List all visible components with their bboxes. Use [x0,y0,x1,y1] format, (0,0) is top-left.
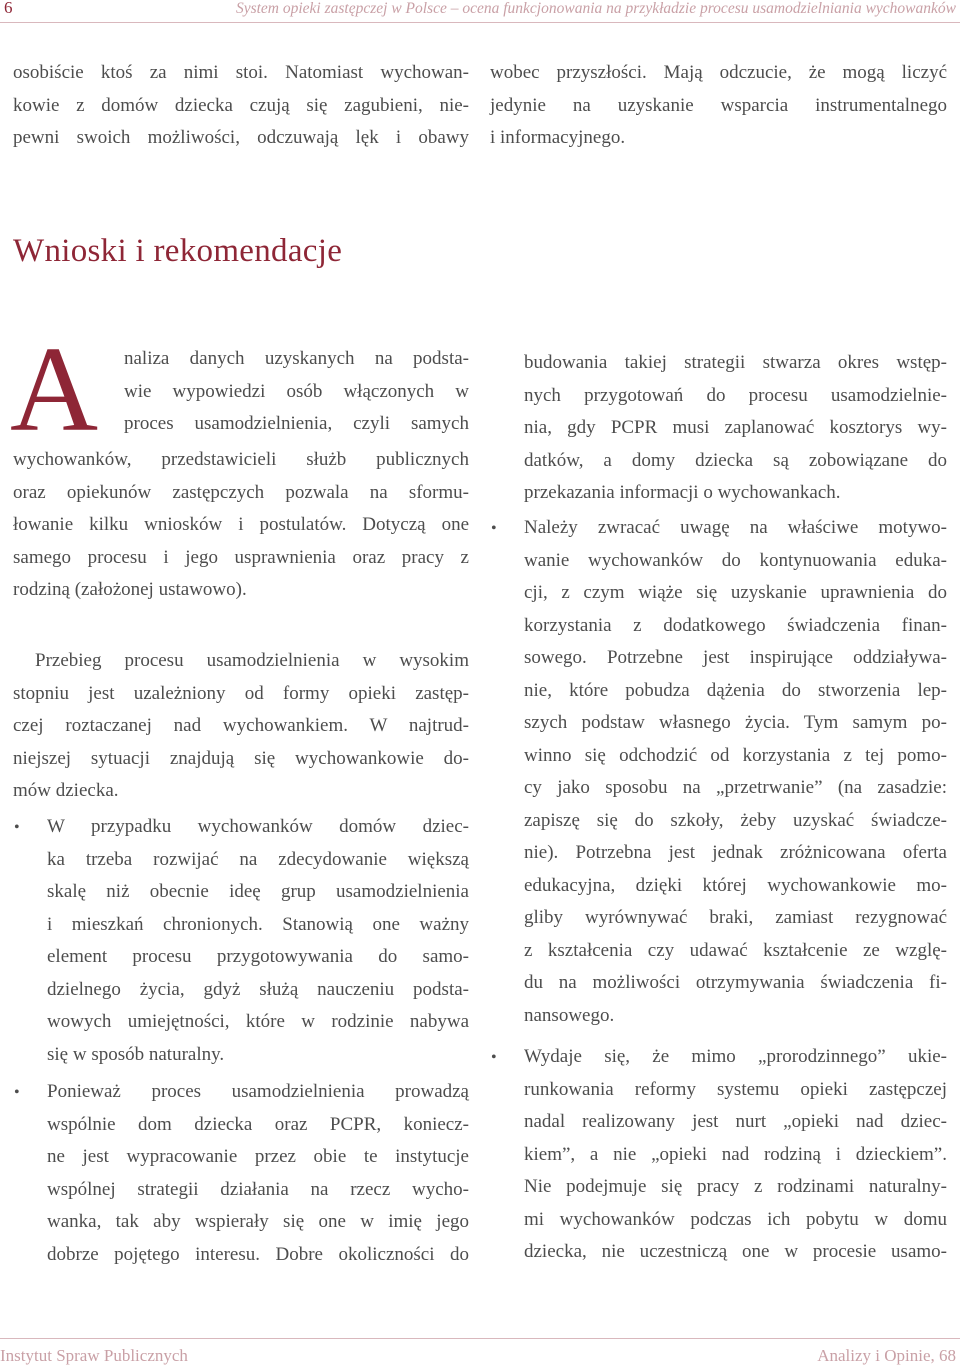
text-line: winno się odchodzić od korzystania z tej pomo- [524,744,947,766]
bullet-3 [524,512,947,1032]
text-line: nia, gdy PCPR musi zaplanować kosztorys wy- [524,417,947,438]
text-line: się w sposób naturalny. [47,1043,225,1065]
text-line: szych podstaw własnego życia. Tym samym po- [524,712,947,733]
text-line: Należy zwracać uwagę na właściwe motywo- [524,517,947,538]
intro-paragraph [13,444,469,607]
text-line: Wydaje się, że mimo „prorodzinnego” ukie- [524,1046,947,1067]
text-line: ka trzeba rozwijać na zdecydowanie większą [47,848,469,870]
text-line: Przebieg procesu usamodzielnienia w wysokim [35,650,469,671]
text-line: kiem”, a nie „opieki nad rodziną i dzieckiem”. [524,1143,947,1165]
text-line: skalę niż obecnie ideę grup usamodzielnienia [47,881,469,902]
bullet-4 [524,1041,947,1269]
text-line: wspólnie dom dziecka oraz PCPR, koniecz- [47,1113,469,1135]
bullet-icon: • [14,819,20,836]
text-line: element procesu przygotowywania do samo- [47,946,469,967]
text-line: edukacyjna, dzięki której wychowankowie mo- [524,874,947,896]
text-line: nie). Potrzebna jest jednak zróżnicowana oferta [524,842,947,863]
footer-publisher: Instytut Spraw Publicznych [0,1346,188,1365]
header-rule [0,22,960,23]
text-line: ne jest wypracowanie przez obie te instytucje [47,1146,469,1167]
top-right-paragraph [490,57,947,155]
text-line: sowego. Potrzebne jest inspirujące oddziaływa- [524,647,947,668]
text-line: niejszej sytuacji znajdują się wychowankowie do- [13,747,469,769]
text-line: Nie podejmuje się pracy z rodzinami naturalny- [524,1176,947,1197]
footer-series: Analizy i Opinie, 68 [817,1346,956,1365]
bullet-icon: • [491,520,497,537]
top-left-paragraph [13,57,469,155]
text-line: Ponieważ proces usamodzielnienia prowadzą [47,1081,469,1102]
text-line: dzielnego życia, gdyż służą nauczeniu podsta- [47,978,469,1000]
text-line: wanka, tak aby wspierały się one w imię jego [47,1211,469,1232]
footer-rule [0,1338,960,1339]
text-line: i informacyjnego. [490,127,626,148]
text-line: proces usamodzielnienia, czyli samych [124,413,469,434]
bullet-2 [47,1076,469,1271]
paragraph-2 [13,645,469,808]
text-line: naliza danych uzyskanych na podsta- [124,348,469,369]
page-footer [0,1338,960,1370]
intro-indented-lines [124,343,469,441]
text-line: kowie z domów dziecka czują się zagubieni, nie- [13,94,469,116]
text-line: mów dziecka. [13,780,119,801]
text-line: budowania takiej strategii stwarza okres wstęp- [524,352,947,373]
text-line: nych przygotowań do procesu usamodzielnie- [524,384,947,406]
text-line: dziecka, nie uczestniczą one w procesie usamo- [524,1241,947,1262]
text-line: runkowania reformy systemu opieki zastępczej [524,1078,947,1100]
text-line: jedynie na uzyskanie wsparcia instrumentalnego [490,94,947,116]
page-number: 6 [4,0,13,17]
text-line: nie, które pobudza dążenia do stworzenia lep- [524,679,947,701]
text-line: i mieszkań chronionych. Stanowią one ważny [47,913,469,935]
text-line: cy jako sposobu na „przetrwanie” (na zasadzie: [524,777,947,798]
text-line: zapiszę się do szkoły, żeby uzyskać świadcze- [524,809,947,831]
text-line: pewni swoich możliwości, odczuwają lęk i obawy [13,127,469,148]
bullet-icon: • [491,1049,497,1066]
text-line: czej roztaczanej nad wychowankiem. W najtrud- [13,715,469,736]
bullet-icon: • [14,1084,20,1101]
text-line: cji, z czym wiąże się uzyskanie uprawnienia do [524,582,947,603]
text-line: dobrze pojętego interesu. Dobre okoliczności do [47,1243,469,1265]
text-line: wychowanków, przedstawicieli służb publicznych [13,449,469,470]
text-line: łowanie kilku wniosków i postulatów. Dotyczą one [13,514,469,535]
text-line: oraz opiekunów zastępczych pozwala na sformu- [13,481,469,503]
text-line: wowych umiejętności, które w rodzinie nabywa [47,1011,469,1032]
text-line: du na możliwości otrzymywania świadczenia fi- [524,972,947,993]
text-line: rodziną (założonej ustawowo). [13,579,247,600]
text-line: nansowego. [524,1004,615,1026]
text-line: gliby wyrównywać braki, zamiast rezygnować [524,907,947,928]
text-line: korzystania z dodatkowego świadczenia finan- [524,614,947,636]
page-header [0,0,960,22]
text-line: samego procesu i jego usprawnienia oraz pracy z [13,546,469,568]
text-line: W przypadku wychowanków domów dziec- [47,816,469,837]
text-line: z kształcenia czy udawać kształcenie ze wzglę- [524,939,947,961]
text-line: nadal realizowany jest nurt „opieki nad dziec- [524,1111,947,1132]
text-line: wanie wychowanków do kontynuowania eduka- [524,549,947,571]
text-line: przekazania informacji o wychowankach. [524,482,841,503]
text-line: wspólnej strategii działania na rzecz wycho- [47,1178,469,1200]
text-line: osobiście ktoś za nimi stoi. Natomiast wychowan- [13,62,469,83]
bullet-1 [47,811,469,1071]
text-line: datków, a domy dziecka są zobowiązane do [524,449,947,471]
text-line: wobec przyszłości. Mają odczucie, że mogą liczyć [490,62,947,83]
text-line: mi wychowanków podczas ich pobytu w domu [524,1208,947,1230]
running-title: System opieki zastępczej w Polsce – ocena funkcjonowania na przykładzie procesu usamodzielniania wychowanków [235,0,956,17]
text-line: wie wypowiedzi osób włączonych w [124,380,469,402]
section-title: Wnioski i rekomendacje [13,233,343,269]
drop-cap: A [10,322,99,457]
bullet-2-continuation [524,347,947,510]
text-line: stopniu jest uzależniony od formy opieki zastęp- [13,682,469,704]
